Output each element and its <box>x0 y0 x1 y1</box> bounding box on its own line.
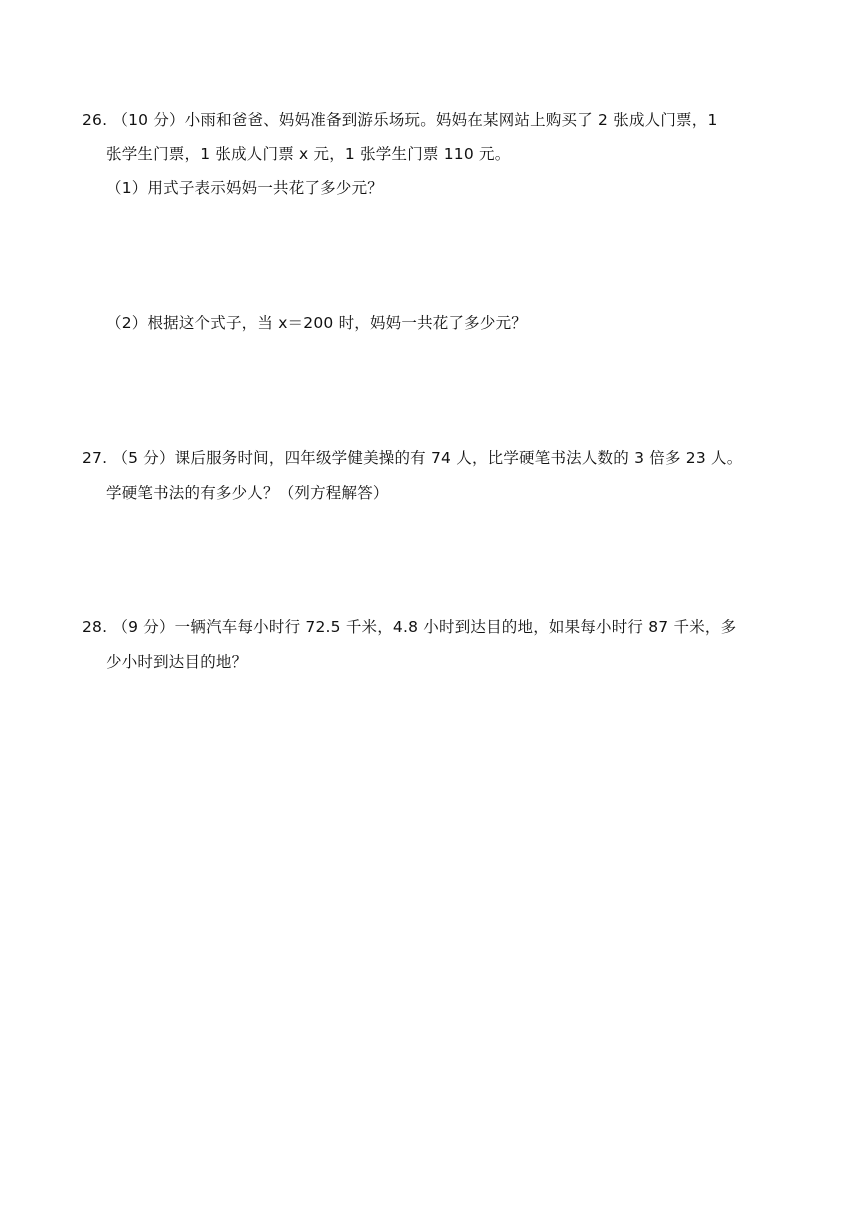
question-27-text-line-1: 27. （5 分）课后服务时间，四年级学健美操的有 74 人，比学硬笔书法人数的 3 倍多 23 人。 <box>82 449 743 467</box>
question-26-text-line-2: 张学生门票，1 张成人门票 x 元，1 张学生门票 110 元。 <box>106 145 511 163</box>
question-26-text-line-1: 26. （10 分）小雨和爸爸、妈妈准备到游乐场玩。妈妈在某网站上购买了 2 张成人门票，1 <box>82 111 718 129</box>
question-28-text-line-2: 少小时到达目的地？ <box>106 653 248 671</box>
question-26-subquestion-2: （2）根据这个式子，当 x＝200 时，妈妈一共花了多少元？ <box>106 314 527 332</box>
question-27-text-line-2: 学硬笔书法的有多少人？（列方程解答） <box>106 484 389 502</box>
question-28-text-line-1: 28. （9 分）一辆汽车每小时行 72.5 千米，4.8 小时到达目的地，如果每小时行 87 千米，多 <box>82 618 737 636</box>
question-26-subquestion-1: （1）用式子表示妈妈一共花了多少元？ <box>106 179 383 197</box>
